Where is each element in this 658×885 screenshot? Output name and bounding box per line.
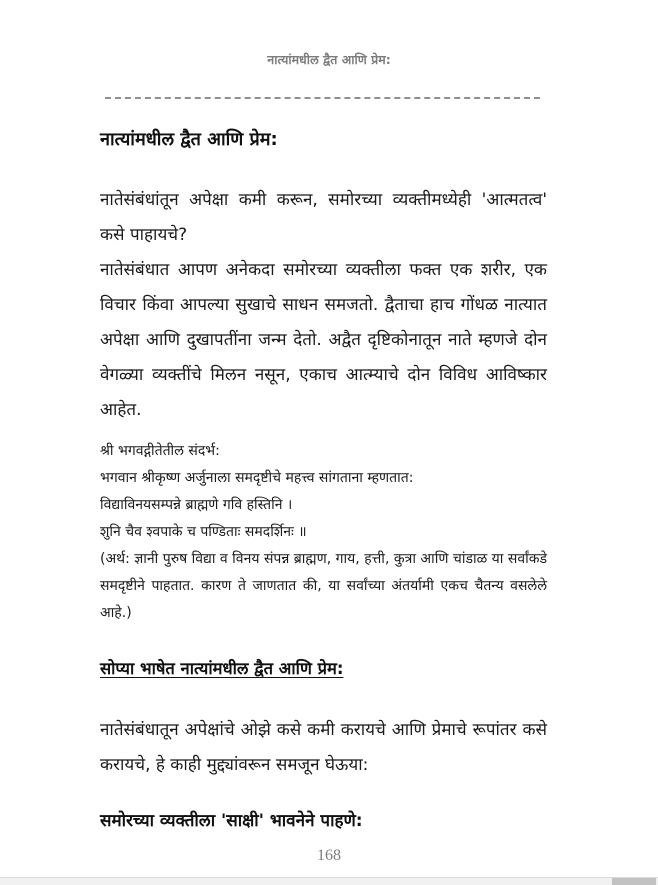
gita-section-heading: श्री भगवद्गीतेतील संदर्भ: <box>100 443 220 459</box>
horizontal-scrollbar-track[interactable] <box>0 877 658 885</box>
page-title: नात्यांमधील द्वैत आणि प्रेम: <box>100 129 278 150</box>
dashed-divider <box>105 97 540 99</box>
page-content <box>0 127 658 833</box>
horizontal-scrollbar-thumb[interactable] <box>612 878 656 885</box>
running-header: नात्यांमधील द्वैत आणि प्रेम: <box>267 52 391 67</box>
points-intro-paragraph: नातेसंबंधातून अपेक्षांचे ओझे कसे कमी करायचे आणि प्रेमाचे रूपांतर कसे करायचे, हे काही मुद्द्यांवरून समजून घेऊया: <box>100 720 547 775</box>
gita-verse-line-2: शुनि चैव श्वपाके च पण्डिताः समदर्शिनः ॥ <box>100 524 307 540</box>
point-1-heading: समोरच्या व्यक्तीला 'साक्षी' भावनेने पाहणे: <box>100 811 363 831</box>
gita-reference-section <box>100 438 547 627</box>
gita-meaning-paragraph: (अर्थ: ज्ञानी पुरुष विद्या व विनय संपन्न ब्राह्मण, गाय, हत्ती, कुत्रा आणि चांडाळ या सर्वांकडे समदृष्टीने पाहतात. कारण ते जाणतात की, या सर्वांच्या अंतर्यामी एकच चैतन्य वसलेले आहे.) <box>100 551 547 621</box>
intro-body-paragraph: नातेसंबंधात आपण अनेकदा समोरच्या व्यक्तीला फक्त एक शरीर, एक विचार किंवा आपल्या सुखाचे साधन समजतो. द्वैताचा हाच गोंधळ नात्यात अपेक्षा आणि दुखापतींना जन्म देतो. अद्वैत दृष्टिकोनातून नाते म्हणजे दोन वेगळ्या व्यक्तींचे मिलन नसून, एकाच आत्म्याचे दोन विविध आविष्कार आहेत. <box>100 260 547 420</box>
gita-intro-line: भगवान श्रीकृष्ण अर्जुनाला समदृष्टीचे महत्त्व सांगताना म्हणतात: <box>100 470 414 486</box>
intro-question-paragraph: नातेसंबंधांतून अपेक्षा कमी करून, समोरच्या व्यक्तीमध्येही 'आत्मतत्व' कसे पाहायचे? <box>100 190 547 245</box>
simple-language-heading: सोप्या भाषेत नात्यांमधील द्वैत आणि प्रेम: <box>100 659 344 678</box>
page-number: 168 <box>317 847 341 864</box>
gita-verse-line-1: विद्याविनयसम्पन्ने ब्राह्मणे गवि हस्तिनि । <box>100 497 293 513</box>
